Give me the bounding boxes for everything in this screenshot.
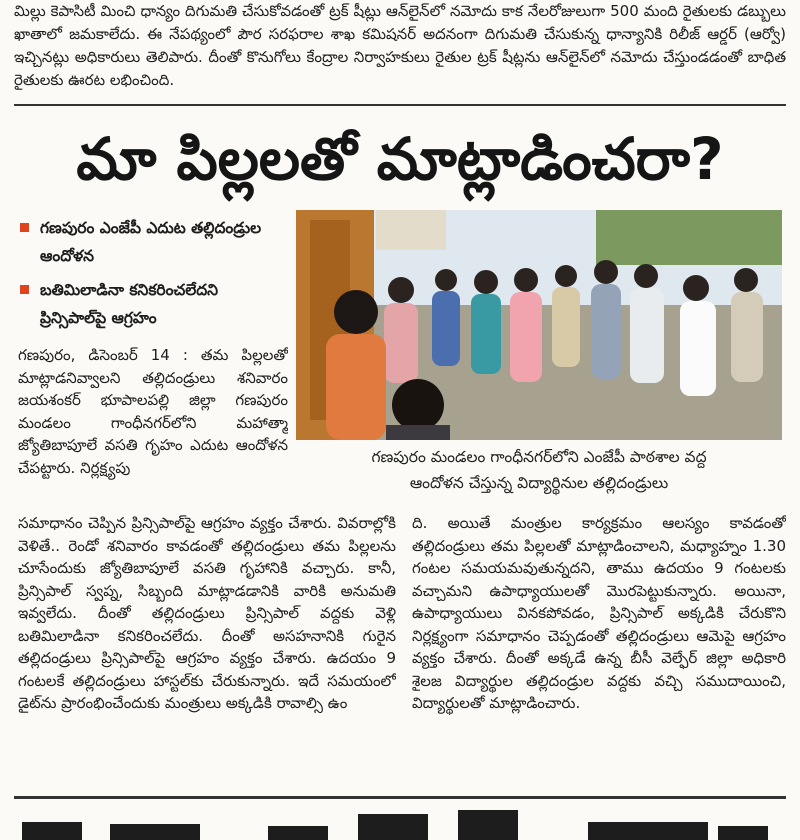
article-lead-text: గణపురం, డిసెంబర్ 14 : తమ పిల్లలతో మాట్లాడనివ్వాలని తల్లిదండ్రులు శనివారం జయశంకర్ భూపాలపల్లి జిల్లా గణపురం మండలం గాంధీనగర్‌లోని మహాత్మా జ్యోతిబాపూలే వసతి గృహం ఎదుట ఆందోళన చేపట్టారు. నిర్లక్ష్యపు: [18, 346, 288, 477]
previous-article-text: [14, 0, 786, 100]
previous-article-paragraph: మిల్లు కెపాసిటీ మించి ధాన్యం దిగుమతి చేసుకోవడంతో ట్రక్ షీట్లు ఆన్‌లైన్‌లో నమోదు కాక నేలరోజులుగా 500 మంది రైతులకు డబ్బులు ఖాతాలో జమకాలేదు. ఈ నేపథ్యంలో పౌర సరఫరాల శాఖ కమిషనర్ అదనంగా దిగుమతి చేసుకున్న ధాన్యానికి రిలీజ్ ఆర్డర్ (ఆర్వో) ఇచ్చినట్లు అధికారులు తెలిపారు. దీంతో కొనుగోలు కేంద్రాల నిర్వాహకులు రైతుల ట్రక్ షీట్లను ఆన్‌లైన్‌లో నమోదు చేస్తుండడంతో బాధిత రైతులకు ఊరట లభించింది.: [14, 2, 786, 89]
photo-caption-line: ఆందోళన చేస్తున్న విద్యార్థినుల తల్లిదండ్రులు: [409, 474, 669, 492]
next-article-headline-cutoff: [18, 808, 782, 840]
article-body-right-text: ది. అయితే మంత్రుల కార్యక్రమం ఆలస్యం కావడంతో తల్లిదండ్రులు తమ పిల్లలతో మాట్లాడించాలని, మధ్యాహ్నం 1.30 గంటల సమయమవుతున్నదని, తాము ఉదయం 9 గంటలకు వచ్చామని ఉపాధ్యాయులతో మొరపెట్టుకున్నారు. అయినా, ఉపాధ్యాయులు వినకపోవడం, ప్రిన్సిపాల్ అక్కడికి చేరుకొని నిర్లక్ష్యంగా సమాధానం చెప్పడంతో తల్లిదండ్రులు ఆమెపై ఆగ్రహం వ్యక్తం చేశారు. దీంతో అక్కడే ఉన్న బీసీ వెల్ఫేర్ జిల్లా అధికారి శైలజ విద్యార్థుల తల్లిదండ్రుల వద్దకు వచ్చి సముదాయించి, విద్యార్థులతో మాట్లాడించారు.: [412, 514, 786, 712]
photo-caption-line: గణపురం మండలం గాంధీనగర్‌లోని ఎంజేపీ పాఠశాల వద్ద: [371, 448, 707, 466]
article-headline: మా పిల్లలతో మాట్లాడించరా?: [76, 125, 724, 193]
highlight-item: [18, 214, 288, 270]
photo-caption: [296, 444, 782, 496]
highlight-text: గణపురం ఎంజేపీ ఎదుట తల్లిదండ్రుల ఆందోళన: [40, 219, 262, 265]
square-bullet-icon: [20, 223, 29, 232]
article-lead-column: [18, 344, 288, 508]
highlight-text: బతిమిలాడినా కనికరించలేదని ప్రిన్సిపాల్‌పై ఆగ్రహం: [40, 281, 219, 327]
highlight-item: [18, 276, 288, 332]
news-photo: [296, 210, 782, 440]
article-highlights: [18, 214, 288, 338]
article-body-left-text: సమాధానం చెప్పిన ప్రిన్సిపాల్‌పై ఆగ్రహం వ్యక్తం చేశారు. వివరాల్లోకి వెళితే.. రెండో శనివారం కావడంతో తల్లిదండ్రులు తమ పిల్లలను చూసేందుకు జ్యోతిబాపూలే వసతి గృహానికి వచ్చారు. కానీ, ప్రిన్సిపాల్ స్వప్న, సిబ్బంది మాట్లాడడానికి వారికి అనుమతి ఇవ్వలేదు. దీంతో తల్లిదండ్రులు ప్రిన్సిపాల్ వద్దకు వెళ్లి బతిమిలాడినా కనికరించలేదు. దీంతో అసహనానికి గురైన తల్లిదండ్రులు ప్రిన్సిపాల్‌పై ఆగ్రహం వ్యక్తం చేశారు. ఉదయం 9 గంటలకే తల్లిదండ్రులు హాస్టల్‌కు చేరుకున్నారు. ఇదే సమయంలో డైట్‌ను ప్రారంభించేందుకు మంత్రులు అక్కడికి రావాల్సి ఉం: [18, 514, 396, 712]
article-body-right-column: [412, 512, 786, 786]
square-bullet-icon: [20, 285, 29, 294]
top-divider: [14, 104, 786, 106]
bottom-divider: [14, 796, 786, 799]
article-body-left-column: [18, 512, 396, 786]
